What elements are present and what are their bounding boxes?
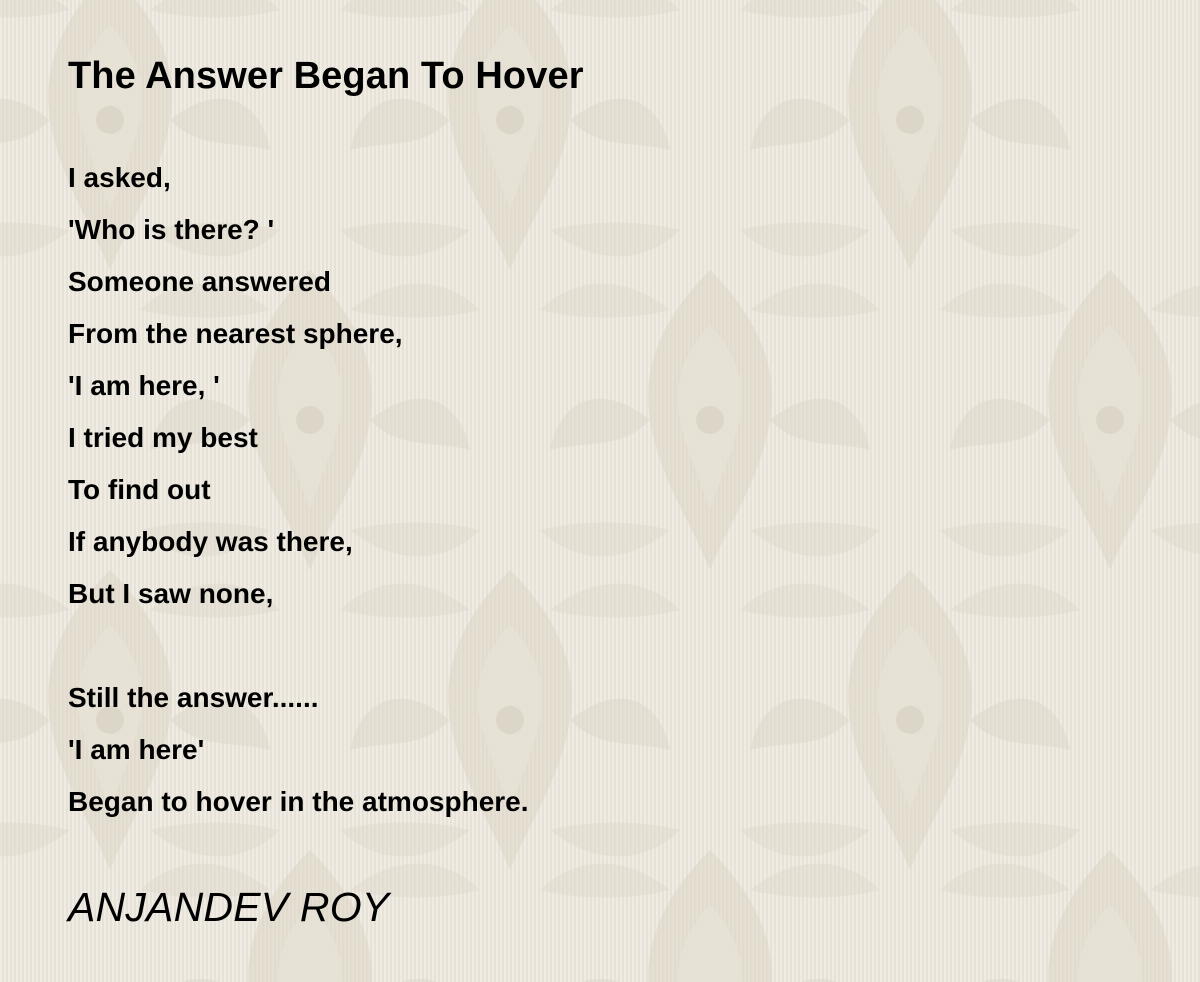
poem-line: To find out — [68, 474, 211, 505]
poem-line: I asked, — [68, 162, 171, 193]
poem-body — [68, 152, 1148, 828]
poem-author: ANJANDEV ROY — [68, 884, 390, 930]
poem-line: If anybody was there, — [68, 526, 353, 557]
poem-title: The Answer Began To Hover — [68, 55, 584, 97]
poem-line: But I saw none, — [68, 578, 274, 609]
poem-line: Began to hover in the atmosphere. — [68, 786, 529, 817]
poem-line: 'Who is there? ' — [68, 214, 275, 245]
poem-line: I tried my best — [68, 422, 258, 453]
poem-line: From the nearest sphere, — [68, 318, 403, 349]
poem-line: 'I am here, ' — [68, 370, 220, 401]
poem-line: Still the answer...... — [68, 682, 319, 713]
poem-line: Someone answered — [68, 266, 331, 297]
stanza-break — [68, 620, 1148, 672]
poem-container — [68, 52, 1148, 828]
poem-line: 'I am here' — [68, 734, 205, 765]
